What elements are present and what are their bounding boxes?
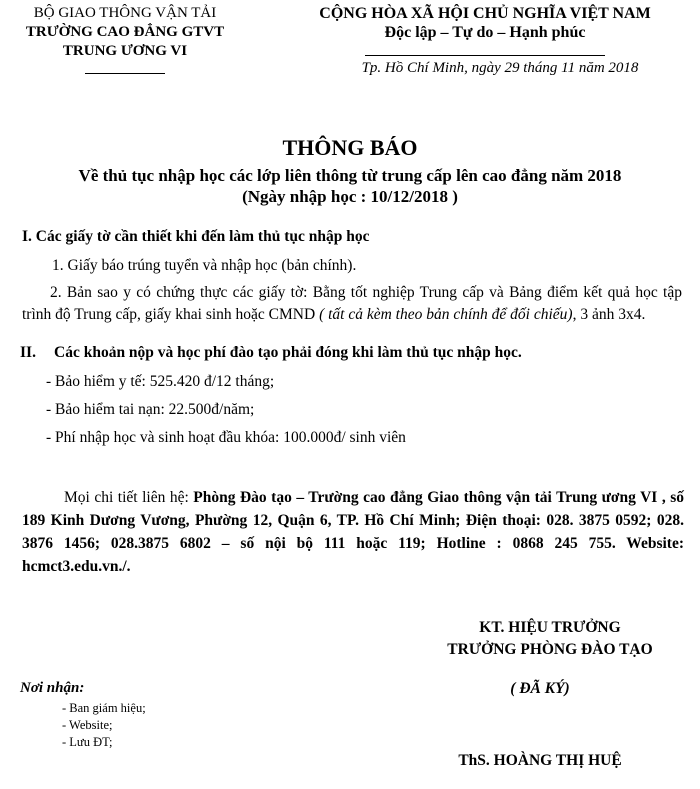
recipients-title: Nơi nhận:	[20, 680, 85, 696]
section1-item2	[22, 282, 682, 326]
contact-details: Phòng Đào tạo – Trường cao đẳng Giao thông vận tải Trung ương VI , số 189 Kinh Dương Vương, Phường 12, Quận 6, TP. Hồ Chí Minh; Điện thoại: 028. 3875 0592; 028. 3876 1456; 028.3875 6802 – số nội bộ 111 hoặc 119; Hotline : 0868 245 755. Website: hcmct3.edu.vn./.	[22, 489, 684, 575]
country-name: CỘNG HÒA XÃ HỘI CHỦ NGHĨA VIỆT NAM	[319, 5, 651, 22]
contact-lead: Mọi chi tiết liên hệ:	[64, 489, 194, 506]
fee-enrollment: - Phí nhập học và sinh hoạt đầu khóa: 100.000đ/ sinh viên	[46, 429, 406, 446]
national-header	[270, 4, 700, 61]
school-name-line1: TRƯỜNG CAO ĐẲNG GTVT	[25, 24, 225, 40]
section2-number: II.	[20, 344, 36, 361]
motto-underline	[365, 55, 605, 56]
issuer-block	[0, 4, 250, 80]
section1-item2-text: 2. Bản sao y có chứng thực các giấy tờ: Bằng tốt nghiệp Trung cấp và Bảng điểm kết quả học tập trình độ Trung cấp, giấy khai sinh hoặc CMND	[22, 284, 682, 323]
school-name-line2: TRUNG ƯƠNG VI	[62, 43, 188, 59]
entry-date: (Ngày nhập học : 10/12/2018 )	[242, 187, 458, 206]
signature-block	[400, 617, 700, 661]
section1-item1: 1. Giấy báo trúng tuyển và nhập học (bản chính).	[52, 257, 357, 274]
section1-heading: I. Các giấy tờ cần thiết khi đến làm thủ tục nhập học	[22, 228, 370, 245]
section2-heading	[20, 344, 522, 362]
document-subtitle: Về thủ tục nhập học các lớp liên thông từ trung cấp lên cao đẳng năm 2018	[78, 166, 622, 185]
document-date: Tp. Hồ Chí Minh, ngày 29 tháng 11 năm 2018	[361, 60, 639, 76]
issuer-underline	[85, 73, 165, 74]
signed-mark: ( ĐÃ KÝ)	[510, 680, 570, 697]
recipient-item: - Website;	[62, 718, 113, 732]
section1-item2-tail: , 3 ảnh 3x4.	[572, 306, 646, 323]
signer-name: ThS. HOÀNG THỊ HUỆ	[458, 752, 622, 769]
recipient-item: - Lưu ĐT;	[62, 735, 113, 749]
recipient-item: - Ban giám hiệu;	[62, 701, 146, 715]
document-title: THÔNG BÁO	[282, 135, 418, 160]
national-motto: Độc lập – Tự do – Hạnh phúc	[384, 24, 586, 41]
signature-line2: TRƯỞNG PHÒNG ĐÀO TẠO	[447, 641, 653, 658]
ministry-name: BỘ GIAO THÔNG VẬN TẢI	[33, 5, 217, 21]
fee-health-insurance: - Bảo hiểm y tế: 525.420 đ/12 tháng;	[46, 373, 275, 390]
contact-paragraph	[22, 486, 684, 578]
signature-line1: KT. HIỆU TRƯỞNG	[479, 619, 621, 636]
recipients-list	[62, 700, 146, 751]
section1-item2-note: ( tất cả kèm theo bản chính để đối chiếu)	[319, 306, 573, 323]
section2-title: Các khoản nộp và học phí đào tạo phải đóng khi làm thủ tục nhập học.	[54, 344, 522, 361]
fee-accident-insurance: - Bảo hiểm tai nạn: 22.500đ/năm;	[46, 401, 255, 418]
